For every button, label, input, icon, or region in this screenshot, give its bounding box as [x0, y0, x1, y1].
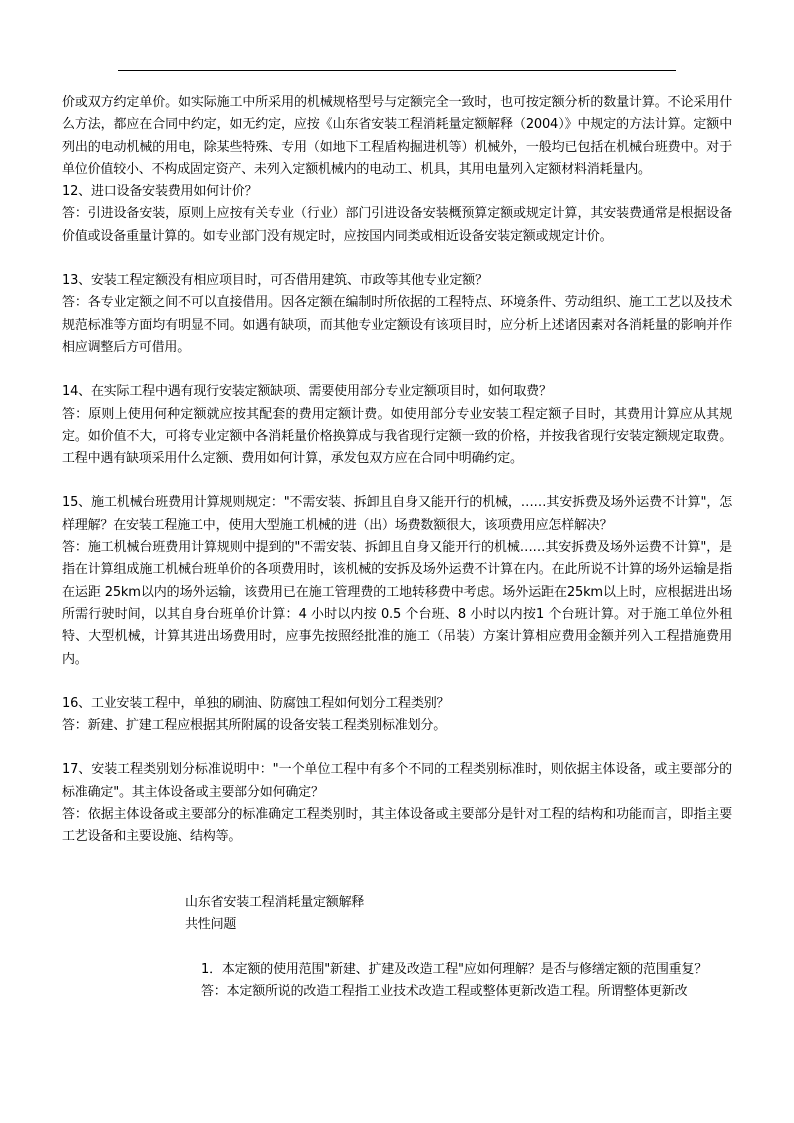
- qa-item-13: [62, 270, 732, 359]
- section-common-questions: [185, 892, 735, 1003]
- question-text: 14、在实际工程中遇有现行安装定额缺项、需要使用部分专业定额项目时，如何取费？: [62, 384, 552, 400]
- section-subtitle: 共性问题: [185, 917, 237, 933]
- document-body: [62, 92, 732, 871]
- answer-text: 答：引进设备安装，原则上应按有关专业（行业）部门引进设备安装概预算定额或规定计算，其安装费通常是根据设备价值或设备重量计算的。如专业部门没有规定时，应按国内同类或相近设备安装定额或规定计价。: [62, 206, 732, 244]
- header-rule: [118, 70, 676, 71]
- question-text: 12、进口设备安装费用如何计价？: [62, 184, 258, 200]
- question-text: 1．本定额的使用范围"新建、扩建及改造工程"应如何理解？是否与修缮定额的范围重复？: [201, 961, 708, 977]
- answer-text: 答：施工机械台班费用计算规则中提到的"不需安装、拆卸且自身又能开行的机械……其安拆费及场外运费不计算"，是指在计算组成施工机械台班单价的各项费用时，该机械的安拆及场外运费不计算在内。在此所说不计算的场外运输是指在运距 25km以内的场外运输，该费用已在施工管理费的工地转移费中考虑。场外运距在25km以上时，应根据进出场所需行驶时间，以其自身台班单价计算：4 小时以内按 0.5 个台班、8 小时以内按1 个台班计算。对于施工单位外租特、大型机械，计算其进出场费用时，应事先按照经批准的施工（吊装）方案计算相应费用金额并列入工程措施费用内。: [62, 540, 732, 667]
- question-text: 13、安装工程定额没有相应项目时，可否借用建筑、市政等其他专业定额？: [62, 273, 488, 289]
- answer-text: 答：新建、扩建工程应根据其所附属的设备安装工程类别标准划分。: [62, 718, 447, 734]
- intro-paragraph: 价或双方约定单价。如实际施工中所采用的机械规格型号与定额完全一致时，也可按定额分析的数量计算。不论采用什么方法，都应在合同中约定，如无约定，应按《山东省安装工程消耗量定额解释（2004）》中规定的方法计算。定额中列出的电动机械的用电，除某些特殊、专用（如地下工程盾构掘进机等）机械外，一般均已包括在机械台班费中。对于单位价值较小、不构成固定资产、未列入定额机械内的电动工、机具，其用电量列入定额材料消耗量内。: [62, 95, 732, 177]
- answer-text: 答：原则上使用何种定额就应按其配套的费用定额计费。如使用部分专业安装工程定额子目时，其费用计算应从其规定。如价值不大，可将专业定额中各消耗量价格换算成与我省现行定额一致的价格，并按我省现行安装定额规定取费。工程中遇有缺项采用什么定额、费用如何计算，承发包双方应在合同中明确约定。: [62, 406, 732, 467]
- question-text: 17、安装工程类别划分标准说明中："一个单位工程中有多个不同的工程类别标准时，则依据主体设备，或主要部分的标准确定"。其主体设备或主要部分如何确定？: [62, 762, 732, 800]
- section-title: 山东省安装工程消耗量定额解释: [185, 895, 365, 910]
- answer-text: 答：依据主体设备或主要部分的标准确定工程类别时，其主体设备或主要部分是针对工程的结构和功能而言，即指主要工艺设备和主要设施、结构等。: [62, 807, 732, 845]
- question-text: 16、工业安装工程中，单独的刷油、防腐蚀工程如何划分工程类别？: [62, 695, 450, 711]
- question-text: 15、施工机械台班费用计算规则规定："不需安装、拆卸且自身又能开行的机械，……其安拆费及场外运费不计算"，怎样理解？在安装工程施工中，使用大型施工机械的进（出）场费数额很大，该项费用应怎样解决？: [62, 495, 732, 533]
- answer-text: 答：本定额所说的改造工程指工业技术改造工程或整体更新改造工程。所谓整体更新改: [201, 983, 688, 999]
- qa-item-16: [62, 693, 732, 738]
- qa-item-14: [62, 381, 732, 470]
- qa-item-17: [62, 759, 732, 848]
- qa-item-12: [62, 181, 732, 248]
- answer-text: 答：各专业定额之间不可以直接借用。因各定额在编制时所依据的工程特点、环境条件、劳动组织、施工工艺以及技术规范标准等方面均有明显不同。如遇有缺项，而其他专业定额设有该项目时，应分析上述诸因素对各消耗量的影响并作相应调整后方可借用。: [62, 295, 732, 355]
- qa-item-15: [62, 492, 732, 670]
